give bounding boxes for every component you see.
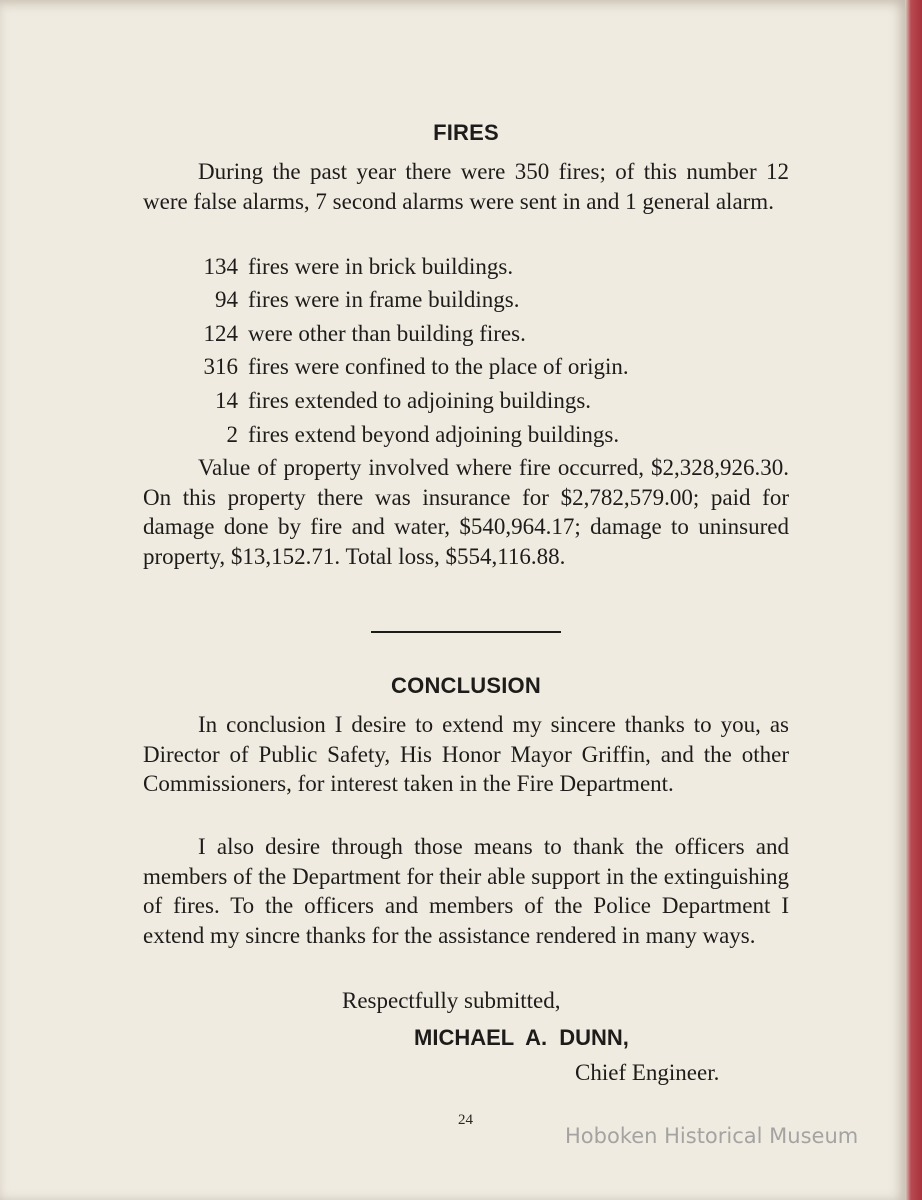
signer-title: Chief Engineer. — [575, 1060, 720, 1085]
fire-stat-line — [143, 386, 789, 415]
signer-name: MICHAEL A. DUNN, — [414, 1025, 629, 1050]
conclusion-paragraph-1: In conclusion I desire to extend my sincere thanks to you, as Director of Public Safety, His Honor Mayor Griffin, and the other Commissioners, for interest taken in the Fire Department. — [143, 712, 789, 796]
fire-stat-number: 124 — [203, 321, 238, 346]
book-spine-edge — [905, 0, 922, 1200]
fire-stat-text: were other than building fires. — [248, 321, 526, 346]
fire-stat-text: fires extended to adjoining buildings. — [248, 388, 592, 413]
fires-intro-paragraph: During the past year there were 350 fires; of this number 12 were false alarms, 7 second alarms were sent in and 1 general alarm. — [143, 159, 789, 214]
museum-watermark: Hoboken Historical Museum — [565, 1124, 859, 1148]
fire-stat-text: fires extend beyond adjoining buildings. — [248, 422, 620, 447]
fire-stat-text: fires were in brick buildings. — [248, 254, 514, 279]
fires-heading: FIRES — [433, 120, 499, 145]
section-divider — [371, 631, 561, 633]
fire-stat-line — [143, 285, 789, 314]
fire-stat-number: 94 — [215, 287, 238, 312]
page-number: 24 — [458, 1112, 473, 1128]
fire-stat-number: 2 — [226, 422, 238, 447]
closing-salutation: Respectfully submitted, — [342, 988, 561, 1013]
fire-stat-text: fires were confined to the place of origin. — [248, 354, 629, 379]
fire-stat-line — [143, 319, 789, 348]
fire-stat-number: 14 — [215, 388, 238, 413]
fire-stat-line — [143, 252, 789, 281]
fire-stat-line — [143, 352, 789, 381]
fire-stat-number: 316 — [203, 354, 238, 379]
fire-stat-line — [143, 420, 789, 449]
property-value-paragraph: Value of property involved where fire occurred, $2,328,926.30. On this property there was insurance for $2,782,579.00; paid for damage done by fire and water, $540,964.17; damage to uninsured property, $13,152.71. Total loss, $554,116.88. — [143, 455, 789, 569]
fire-stat-number: 134 — [203, 254, 238, 279]
conclusion-heading: CONCLUSION — [391, 673, 541, 698]
fire-stat-text: fires were in frame buildings. — [248, 287, 520, 312]
conclusion-paragraph-2: I also desire through those means to thank the officers and members of the Department for their able support in the extinguishing of fires. To the officers and members of the Police Department I extend my sincre thanks for the assistance rendered in many ways. — [143, 834, 789, 948]
